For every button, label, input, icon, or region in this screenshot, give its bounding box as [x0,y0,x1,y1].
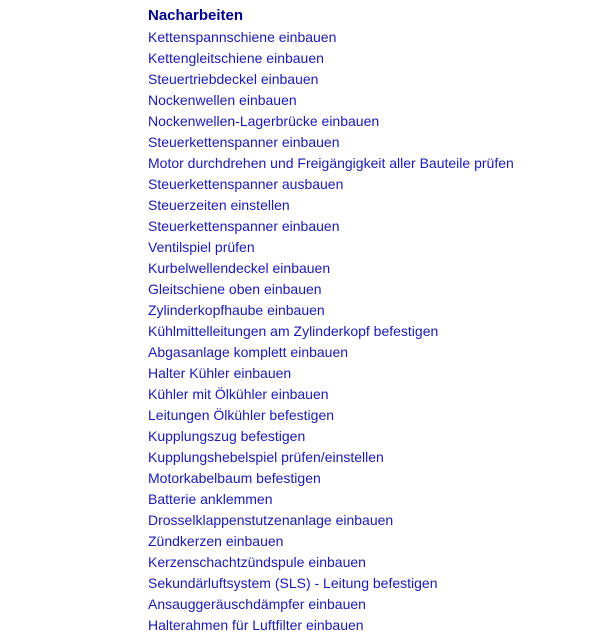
step-link[interactable]: Halter Kühler einbauen [148,365,292,381]
step-link[interactable]: Motor durchdrehen und Freigängigkeit aller Bauteile prüfen [148,155,514,171]
step-link[interactable]: Kurbelwellendeckel einbauen [148,260,331,276]
step-link[interactable]: Kupplungszug befestigen [148,428,306,444]
step-link[interactable]: Sekundärluftsystem (SLS) - Leitung befestigen [148,575,438,591]
step-link[interactable]: Kühler mit Ölkühler einbauen [148,386,329,402]
step-link[interactable]: Steuertriebdeckel einbauen [148,71,319,87]
step-link[interactable]: Gleitschiene oben einbauen [148,281,322,297]
step-link[interactable]: Zündkerzen einbauen [148,533,284,549]
step-link[interactable]: Drosselklappenstutzenanlage einbauen [148,512,394,528]
section-title: Nacharbeiten [148,7,244,24]
rework-steps-list [148,27,588,636]
step-link[interactable]: Kerzenschachtzündspule einbauen [148,554,366,570]
step-link[interactable]: Steuerkettenspanner ausbauen [148,176,344,192]
step-link[interactable]: Halterahmen für Luftfilter einbauen [148,617,364,633]
step-link[interactable]: Kettengleitschiene einbauen [148,50,324,66]
step-link[interactable]: Nockenwellen-Lagerbrücke einbauen [148,113,380,129]
rework-section [148,6,588,636]
step-link[interactable]: Steuerkettenspanner einbauen [148,134,340,150]
step-link[interactable]: Steuerzeiten einstellen [148,197,290,213]
step-link[interactable]: Abgasanlage komplett einbauen [148,344,349,360]
step-link[interactable]: Kettenspannschiene einbauen [148,29,337,45]
step-link[interactable]: Kühlmittelleitungen am Zylinderkopf befestigen [148,323,439,339]
step-link[interactable]: Steuerkettenspanner einbauen [148,218,340,234]
step-link[interactable]: Leitungen Ölkühler befestigen [148,407,335,423]
step-link[interactable]: Ventilspiel prüfen [148,239,255,255]
step-link[interactable]: Motorkabelbaum befestigen [148,470,321,486]
step-link[interactable]: Ansauggeräuschdämpfer einbauen [148,596,366,612]
step-link[interactable]: Kupplungshebelspiel prüfen/einstellen [148,449,384,465]
step-link[interactable]: Nockenwellen einbauen [148,92,297,108]
step-link[interactable]: Zylinderkopfhaube einbauen [148,302,325,318]
step-link[interactable]: Batterie anklemmen [148,491,273,507]
